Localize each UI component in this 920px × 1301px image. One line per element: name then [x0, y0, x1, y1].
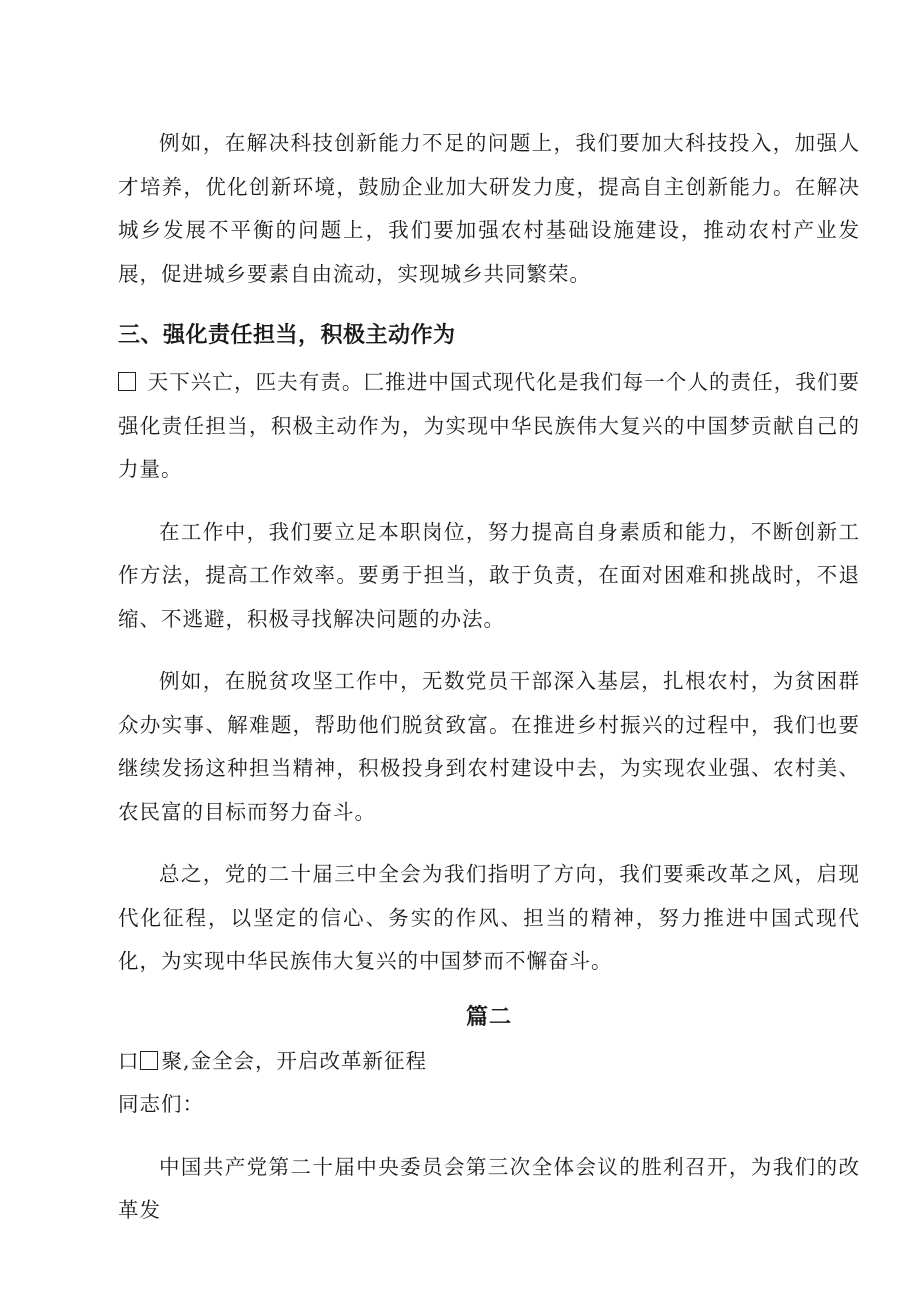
greeting: 同志们：: [118, 1092, 204, 1116]
subtitle-prefix: 口: [118, 1048, 140, 1073]
part-two-subtitle: [118, 1040, 860, 1084]
paragraph-responsibility-text: 天下兴亡，匹夫有责。匚推进中国式现代化是我们每一个人的责任，我们要强化责任担当，积极主动作为，为实现中华民族伟大复兴的中国梦贡献自己的力量。: [118, 370, 860, 481]
document-page: [118, 122, 860, 1233]
paragraph-example-innovation: 例如，在解决科技创新能力不足的问题上，我们要加大科技投入，加强人才培养，优化创新环境，鼓励企业加大研发力度，提高自主创新能力。在解决城乡发展不平衡的问题上，我们要加强农村基础设施建设，推动农村产业发展，促进城乡要素自由流动，实现城乡共同繁荣。: [118, 131, 860, 286]
placeholder-box-icon: [140, 1051, 158, 1070]
paragraph-plenum-intro: 中国共产党第二十届中央委员会第三次全体会议的胜利召开，为我们的改革发: [118, 1154, 860, 1222]
section-heading-3: 三、强化责任担当，积极主动作为: [118, 323, 456, 348]
paragraph-poverty-example: 例如，在脱贫攻坚工作中，无数党员干部深入基层，扎根农村，为贫困群众办实事、解难题，帮助他们脱贫致富。在推进乡村振兴的过程中，我们也要继续发扬这种担当精神，积极投身到农村建设中去，为实现农业强、农村美、农民富的目标而努力奋斗。: [118, 669, 860, 824]
subtitle-text: 聚,金全会，开启改革新征程: [161, 1048, 428, 1073]
paragraph-responsibility: [118, 361, 860, 492]
paragraph-conclusion: 总之，党的二十届三中全会为我们指明了方向，我们要乘改革之风，启现代化征程，以坚定的信心、务实的作风、担当的精神，努力推进中国式现代化，为实现中华民族伟大复兴的中国梦而不懈奋斗。: [118, 862, 860, 973]
paragraph-work: 在工作中，我们要立足本职岗位，努力提高自身素质和能力，不断创新工作方法，提高工作效率。要勇于担当，敢于负责，在面对困难和挑战时，不退缩、不逃避，积极寻找解决问题的办法。: [118, 519, 860, 631]
placeholder-box-icon: [118, 372, 136, 391]
part-two-title: 篇二: [465, 1004, 512, 1030]
